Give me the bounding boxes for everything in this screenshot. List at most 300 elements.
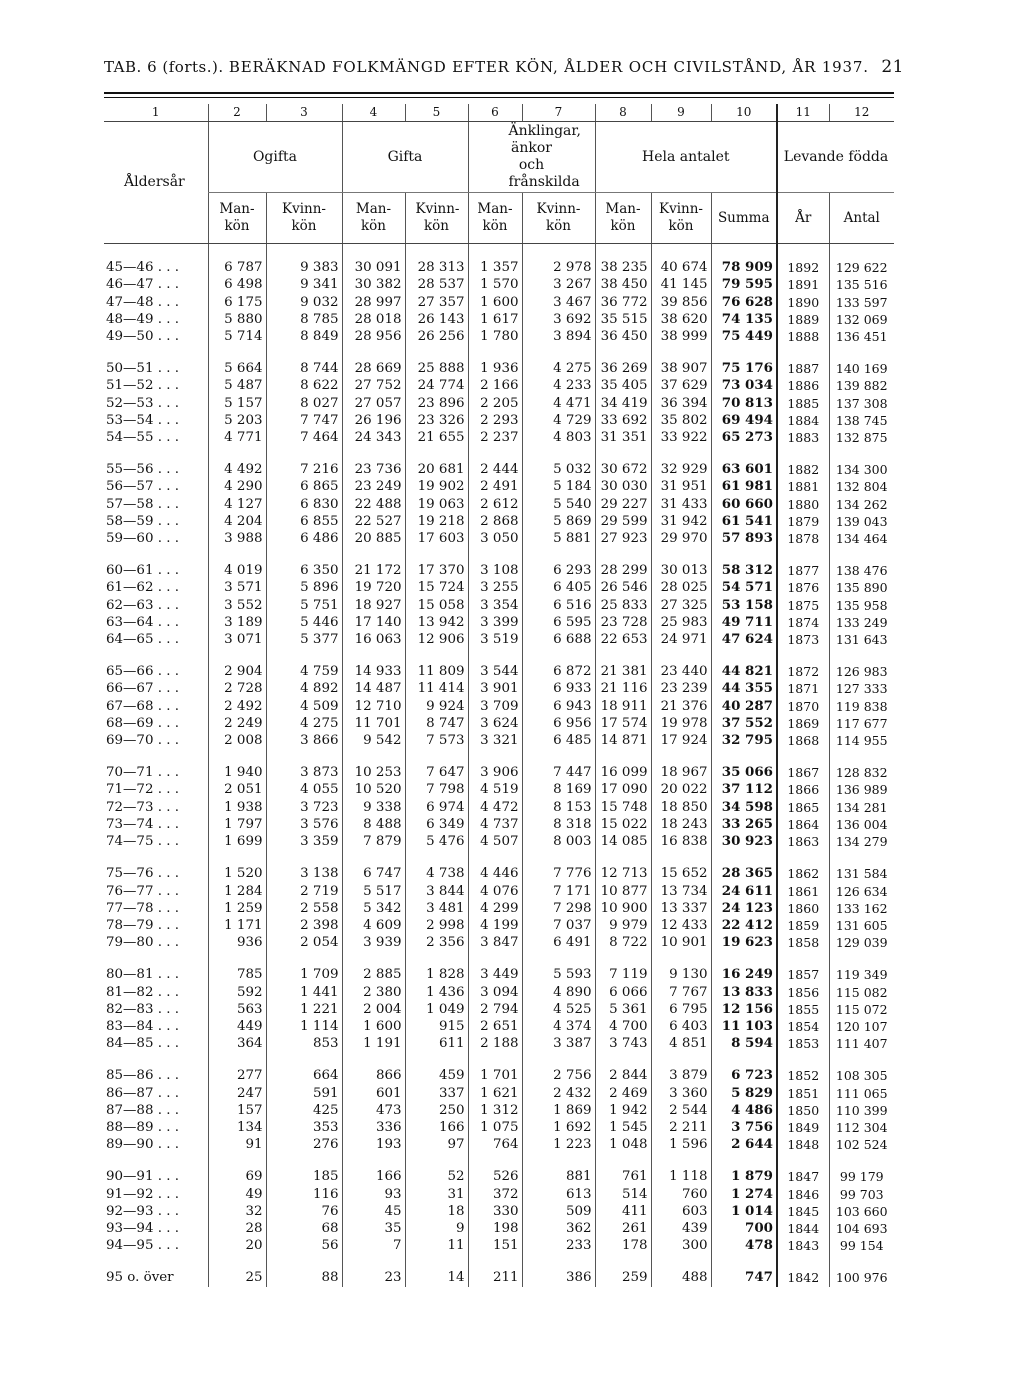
gifta-mankon: 30 382 (342, 276, 405, 293)
age-group: 60—61 . . . (106, 563, 180, 579)
table-row (104, 1203, 894, 1220)
gifta-kvinnkon: 6 974 (405, 799, 468, 816)
spacer-cell (468, 345, 522, 360)
gifta-kvinnkon: 2 998 (405, 917, 468, 934)
gifta-kvinnkon: 9 (405, 1220, 468, 1237)
hela-summa: 24 611 (711, 883, 777, 900)
hela-mankon: 28 299 (595, 562, 651, 579)
ogifta-mankon: 157 (208, 1102, 266, 1119)
hela-mankon: 178 (595, 1237, 651, 1254)
spacer-cell (777, 446, 829, 461)
gifta-mankon: 1 600 (342, 1018, 405, 1035)
levande-fodda-antal: 99 154 (829, 1237, 894, 1254)
spacer-cell (522, 850, 595, 865)
levande-fodda-antal: 132 875 (829, 429, 894, 446)
anklingar-mankon: 3 709 (468, 698, 522, 715)
age-group: 85—86 . . . (106, 1068, 180, 1084)
spacer-cell (208, 850, 266, 865)
gifta-kvinnkon: 19 902 (405, 478, 468, 495)
spacer-cell (595, 446, 651, 461)
spacer-cell (342, 244, 405, 260)
table-row (104, 984, 894, 1001)
table-row (104, 478, 894, 495)
fodelsear: 1887 (777, 360, 829, 377)
ogifta-mankon: 3 988 (208, 530, 266, 547)
anklingar-mankon: 211 (468, 1269, 522, 1286)
ogifta-kvinnkon: 4 055 (266, 781, 342, 798)
hela-kvinnkon: 7 767 (651, 984, 711, 1001)
table-row (104, 395, 894, 412)
hela-mankon: 36 450 (595, 328, 651, 345)
ogifta-mankon: 5 880 (208, 311, 266, 328)
gifta-mankon: 14 487 (342, 680, 405, 697)
age-group: 87—88 . . . (106, 1102, 180, 1118)
leader-dots: . . . (153, 479, 180, 495)
age-group: 68—69 . . . (106, 715, 180, 731)
spacer-cell (468, 547, 522, 562)
spacer-cell (711, 547, 777, 562)
anklingar-mankon: 1 075 (468, 1119, 522, 1136)
levande-fodda-antal: 138 476 (829, 562, 894, 579)
hela-mankon: 38 450 (595, 276, 651, 293)
age-group: 53—54 . . . (106, 412, 180, 428)
anklingar-mankon: 372 (468, 1186, 522, 1203)
spacer-cell (266, 749, 342, 764)
ogifta-kvinnkon: 4 892 (266, 680, 342, 697)
levande-fodda-antal: 133 162 (829, 900, 894, 917)
anklingar-mankon: 4 076 (468, 883, 522, 900)
fodelsear: 1869 (777, 715, 829, 732)
spacer-cell (266, 1153, 342, 1168)
anklingar-mankon: 2 491 (468, 478, 522, 495)
leader-dots: . . . (153, 1018, 180, 1034)
table-row (104, 1269, 894, 1286)
table-row (104, 1186, 894, 1203)
spacer-cell (468, 648, 522, 663)
hela-kvinnkon: 28 025 (651, 579, 711, 596)
levande-fodda-antal: 99 179 (829, 1168, 894, 1185)
age-group: 80—81 . . . (106, 967, 180, 983)
gifta-mankon: 14 933 (342, 663, 405, 680)
fodelsear: 1859 (777, 917, 829, 934)
leader-dots: . . . (153, 967, 180, 983)
gifta-kvinnkon: 26 143 (405, 311, 468, 328)
anklingar-kvinnkon: 6 491 (522, 934, 595, 951)
anklingar-mankon: 4 299 (468, 900, 522, 917)
gifta-kvinnkon: 20 681 (405, 461, 468, 478)
spacer-cell (405, 749, 468, 764)
spacer-cell (342, 446, 405, 461)
leader-dots: . . . (153, 311, 180, 327)
fodelsear: 1853 (777, 1035, 829, 1052)
hela-mankon: 29 227 (595, 496, 651, 513)
hela-mankon: 29 599 (595, 513, 651, 530)
spacer-cell (777, 345, 829, 360)
anklingar-mankon: 3 449 (468, 966, 522, 983)
hela-kvinnkon: 39 856 (651, 294, 711, 311)
anklingar-kvinnkon: 3 692 (522, 311, 595, 328)
hela-mankon: 7 119 (595, 966, 651, 983)
spacer-cell (468, 1052, 522, 1067)
anklingar-mankon: 4 472 (468, 799, 522, 816)
fodelsear: 1865 (777, 799, 829, 816)
ogifta-mankon: 2 904 (208, 663, 266, 680)
colnum: 10 (711, 104, 777, 122)
ogifta-kvinnkon: 276 (266, 1136, 342, 1153)
age-group: 81—82 . . . (106, 984, 180, 1000)
gifta-kvinnkon: 17 603 (405, 530, 468, 547)
anklingar-kvinnkon: 6 943 (522, 698, 595, 715)
hela-summa: 3 756 (711, 1119, 777, 1136)
ogifta-mankon: 4 019 (208, 562, 266, 579)
gifta-kvinnkon: 611 (405, 1035, 468, 1052)
hela-mankon: 16 099 (595, 764, 651, 781)
table-row (104, 715, 894, 732)
hela-mankon: 6 066 (595, 984, 651, 1001)
table-body (104, 244, 894, 1287)
leader-dots: . . . (153, 614, 180, 630)
hela-kvinnkon: 18 850 (651, 799, 711, 816)
hela-kvinnkon: 4 851 (651, 1035, 711, 1052)
table-row (104, 764, 894, 781)
age-group: 75—76 . . . (106, 866, 180, 882)
spacer-cell (342, 345, 405, 360)
gifta-mankon: 166 (342, 1168, 405, 1185)
hela-kvinnkon: 10 901 (651, 934, 711, 951)
ogifta-kvinnkon: 6 830 (266, 496, 342, 513)
gifta-mankon: 5 517 (342, 883, 405, 900)
anklingar-mankon: 3 321 (468, 732, 522, 749)
anklingar-mankon: 2 868 (468, 513, 522, 530)
leader-dots: . . . (153, 698, 180, 714)
hela-kvinnkon: 33 922 (651, 429, 711, 446)
fodelsear: 1863 (777, 833, 829, 850)
colnum: 3 (266, 104, 342, 122)
anklingar-mankon: 3 544 (468, 663, 522, 680)
row-spacer (104, 547, 894, 562)
spacer-cell (777, 951, 829, 966)
leader-dots: . . . (153, 816, 180, 832)
anklingar-kvinnkon: 6 688 (522, 631, 595, 648)
hela-kvinnkon: 2 211 (651, 1119, 711, 1136)
anklingar-kvinnkon: 2 756 (522, 1067, 595, 1084)
ogifta-mankon: 936 (208, 934, 266, 951)
spacer-cell (104, 244, 208, 260)
gifta-mankon: 20 885 (342, 530, 405, 547)
hela-mankon: 21 116 (595, 680, 651, 697)
hela-kvinnkon: 2 544 (651, 1102, 711, 1119)
age-group: 47—48 . . . (106, 294, 180, 310)
gifta-kvinnkon: 337 (405, 1085, 468, 1102)
anklingar-kvinnkon: 4 803 (522, 429, 595, 446)
spacer-cell (208, 749, 266, 764)
age-group: 82—83 . . . (106, 1001, 180, 1017)
gifta-mankon: 35 (342, 1220, 405, 1237)
spacer-cell (777, 1052, 829, 1067)
table-row (104, 1102, 894, 1119)
ogifta-mankon: 3 189 (208, 614, 266, 631)
hela-kvinnkon: 31 942 (651, 513, 711, 530)
hela-kvinnkon: 1 118 (651, 1168, 711, 1185)
ogifta-kvinnkon: 2 054 (266, 934, 342, 951)
levande-fodda-antal: 140 169 (829, 360, 894, 377)
table-row (104, 934, 894, 951)
fodelsear: 1889 (777, 311, 829, 328)
table-row (104, 1136, 894, 1153)
ogifta-mankon: 5 714 (208, 328, 266, 345)
gifta-mankon: 27 057 (342, 395, 405, 412)
spacer-cell (104, 850, 208, 865)
gifta-kvinnkon: 24 774 (405, 377, 468, 394)
row-spacer (104, 1052, 894, 1067)
spacer-cell (777, 1254, 829, 1269)
table-row (104, 680, 894, 697)
hela-kvinnkon: 3 360 (651, 1085, 711, 1102)
hela-kvinnkon: 25 983 (651, 614, 711, 631)
anklingar-mankon: 1 936 (468, 360, 522, 377)
hela-kvinnkon: 16 838 (651, 833, 711, 850)
anklingar-kvinnkon: 1 692 (522, 1119, 595, 1136)
spacer-cell (777, 749, 829, 764)
ogifta-mankon: 1 259 (208, 900, 266, 917)
table-row (104, 377, 894, 394)
anklingar-mankon: 2 293 (468, 412, 522, 429)
gifta-kvinnkon: 9 924 (405, 698, 468, 715)
table-row (104, 883, 894, 900)
spacer-cell (777, 648, 829, 663)
fodelsear: 1867 (777, 764, 829, 781)
gifta-kvinnkon: 166 (405, 1119, 468, 1136)
fodelsear: 1892 (777, 259, 829, 276)
ogifta-kvinnkon: 3 576 (266, 816, 342, 833)
gifta-mankon: 21 172 (342, 562, 405, 579)
colnum: 5 (405, 104, 468, 122)
levande-fodda-antal: 115 082 (829, 984, 894, 1001)
anklingar-kvinnkon: 4 471 (522, 395, 595, 412)
hela-summa: 79 595 (711, 276, 777, 293)
spacer-cell (208, 1153, 266, 1168)
hela-mankon: 9 979 (595, 917, 651, 934)
anklingar-kvinnkon: 6 405 (522, 579, 595, 596)
age-group: 93—94 . . . (106, 1220, 180, 1236)
spacer-cell (342, 1254, 405, 1269)
table-row (104, 900, 894, 917)
spacer-cell (468, 1153, 522, 1168)
age-group: 48—49 . . . (106, 311, 180, 327)
levande-fodda-antal: 132 069 (829, 311, 894, 328)
ogifta-mankon: 2 051 (208, 781, 266, 798)
gifta-kvinnkon: 19 218 (405, 513, 468, 530)
anklingar-kvinnkon: 1 869 (522, 1102, 595, 1119)
spacer-cell (208, 446, 266, 461)
spacer-cell (777, 547, 829, 562)
ogifta-mankon: 3 071 (208, 631, 266, 648)
spacer-cell (208, 1254, 266, 1269)
hela-summa: 6 723 (711, 1067, 777, 1084)
anklingar-kvinnkon: 4 729 (522, 412, 595, 429)
hela-kvinnkon: 20 022 (651, 781, 711, 798)
ogifta-kvinnkon: 5 377 (266, 631, 342, 648)
gifta-mankon: 45 (342, 1203, 405, 1220)
table-row (104, 781, 894, 798)
spacer-cell (711, 446, 777, 461)
anklingar-mankon: 3 624 (468, 715, 522, 732)
levande-fodda-antal: 131 605 (829, 917, 894, 934)
row-spacer (104, 1153, 894, 1168)
leader-dots: . . . (153, 1238, 180, 1254)
leader-dots: . . . (153, 883, 180, 899)
ogifta-mankon: 49 (208, 1186, 266, 1203)
leader-dots: . . . (153, 597, 180, 613)
fodelsear: 1866 (777, 781, 829, 798)
hela-mankon: 31 351 (595, 429, 651, 446)
hela-summa: 75 449 (711, 328, 777, 345)
table-row (104, 663, 894, 680)
hela-summa: 24 123 (711, 900, 777, 917)
hela-mankon: 3 743 (595, 1035, 651, 1052)
ogifta-mankon: 785 (208, 966, 266, 983)
spacer-cell (468, 850, 522, 865)
spacer-cell (342, 1153, 405, 1168)
anklingar-mankon: 4 199 (468, 917, 522, 934)
hela-summa: 75 176 (711, 360, 777, 377)
gifta-kvinnkon: 25 888 (405, 360, 468, 377)
spacer-cell (266, 345, 342, 360)
ogifta-kvinnkon: 591 (266, 1085, 342, 1102)
table-row (104, 412, 894, 429)
fodelsear: 1858 (777, 934, 829, 951)
ogifta-mankon: 20 (208, 1237, 266, 1254)
hela-summa: 65 273 (711, 429, 777, 446)
hela-summa: 747 (711, 1269, 777, 1286)
spacer-cell (405, 1254, 468, 1269)
spacer-cell (266, 547, 342, 562)
fodelsear: 1891 (777, 276, 829, 293)
spacer-cell (208, 345, 266, 360)
gifta-mankon: 28 018 (342, 311, 405, 328)
hela-summa: 12 156 (711, 1001, 777, 1018)
hela-summa: 478 (711, 1237, 777, 1254)
spacer-cell (777, 850, 829, 865)
ogifta-kvinnkon: 5 751 (266, 597, 342, 614)
leader-dots: . . . (153, 900, 180, 916)
table-row (104, 833, 894, 850)
spacer-cell (405, 244, 468, 260)
leader-dots: . . . (153, 1203, 180, 1219)
anklingar-mankon: 4 737 (468, 816, 522, 833)
age-group: 46—47 . . . (106, 277, 180, 293)
colnum: 2 (208, 104, 266, 122)
anklingar-kvinnkon: 3 894 (522, 328, 595, 345)
spacer-cell (595, 648, 651, 663)
hela-summa: 63 601 (711, 461, 777, 478)
spacer-cell (829, 850, 894, 865)
anklingar-mankon: 1 780 (468, 328, 522, 345)
table-row (104, 496, 894, 513)
anklingar-kvinnkon: 7 171 (522, 883, 595, 900)
hela-kvinnkon: 13 734 (651, 883, 711, 900)
gifta-kvinnkon: 915 (405, 1018, 468, 1035)
age-group: 95 o. över (106, 1270, 174, 1286)
gifta-kvinnkon: 3 481 (405, 900, 468, 917)
ogifta-kvinnkon: 853 (266, 1035, 342, 1052)
anklingar-mankon: 2 612 (468, 496, 522, 513)
table-row (104, 562, 894, 579)
age-group: 73—74 . . . (106, 816, 180, 832)
hela-kvinnkon: 488 (651, 1269, 711, 1286)
age-group: 90—91 . . . (106, 1169, 180, 1185)
ogifta-kvinnkon: 5 446 (266, 614, 342, 631)
anklingar-kvinnkon: 6 933 (522, 680, 595, 697)
table-row (104, 614, 894, 631)
colnum: 9 (651, 104, 711, 122)
gifta-mankon: 336 (342, 1119, 405, 1136)
levande-fodda-antal: 117 677 (829, 715, 894, 732)
gifta-kvinnkon: 18 (405, 1203, 468, 1220)
leader-dots: . . . (153, 412, 180, 428)
hela-mankon: 15 748 (595, 799, 651, 816)
fodelsear: 1855 (777, 1001, 829, 1018)
gifta-mankon: 10 253 (342, 764, 405, 781)
anklingar-mankon: 2 237 (468, 429, 522, 446)
spacer-cell (522, 749, 595, 764)
leader-dots: . . . (153, 984, 180, 1000)
levande-fodda-antal: 139 882 (829, 377, 894, 394)
spacer-cell (104, 547, 208, 562)
hela-summa: 47 624 (711, 631, 777, 648)
levande-fodda-antal: 136 451 (829, 328, 894, 345)
fodelsear: 1884 (777, 412, 829, 429)
levande-fodda-antal: 134 300 (829, 461, 894, 478)
ogifta-kvinnkon: 3 359 (266, 833, 342, 850)
hela-summa: 54 571 (711, 579, 777, 596)
age-group: 59—60 . . . (106, 531, 180, 547)
anklingar-kvinnkon: 509 (522, 1203, 595, 1220)
gifta-mankon: 473 (342, 1102, 405, 1119)
spacer-cell (405, 1153, 468, 1168)
fodelsear: 1860 (777, 900, 829, 917)
page-header (104, 58, 904, 76)
gifta-kvinnkon: 12 906 (405, 631, 468, 648)
leader-dots: . . . (153, 1068, 180, 1084)
anklingar-kvinnkon: 3 467 (522, 294, 595, 311)
header-kvinnkon: Kvinn-kön (522, 193, 595, 244)
anklingar-kvinnkon: 386 (522, 1269, 595, 1286)
spacer-cell (711, 648, 777, 663)
gifta-mankon: 9 542 (342, 732, 405, 749)
gifta-kvinnkon: 23 896 (405, 395, 468, 412)
spacer-cell (266, 1052, 342, 1067)
hela-summa: 35 066 (711, 764, 777, 781)
levande-fodda-antal: 134 464 (829, 530, 894, 547)
age-group: 55—56 . . . (106, 462, 180, 478)
fodelsear: 1875 (777, 597, 829, 614)
spacer-cell (468, 951, 522, 966)
hela-summa: 70 813 (711, 395, 777, 412)
anklingar-kvinnkon: 2 978 (522, 259, 595, 276)
anklingar-mankon: 1 312 (468, 1102, 522, 1119)
anklingar-kvinnkon: 7 776 (522, 865, 595, 882)
levande-fodda-antal: 114 955 (829, 732, 894, 749)
age-group: 92—93 . . . (106, 1203, 180, 1219)
levande-fodda-antal: 119 349 (829, 966, 894, 983)
ogifta-kvinnkon: 4 275 (266, 715, 342, 732)
gifta-kvinnkon: 7 647 (405, 764, 468, 781)
spacer-cell (342, 850, 405, 865)
leader-dots: . . . (153, 294, 180, 310)
age-group: 64—65 . . . (106, 632, 180, 648)
gifta-kvinnkon: 4 738 (405, 865, 468, 882)
